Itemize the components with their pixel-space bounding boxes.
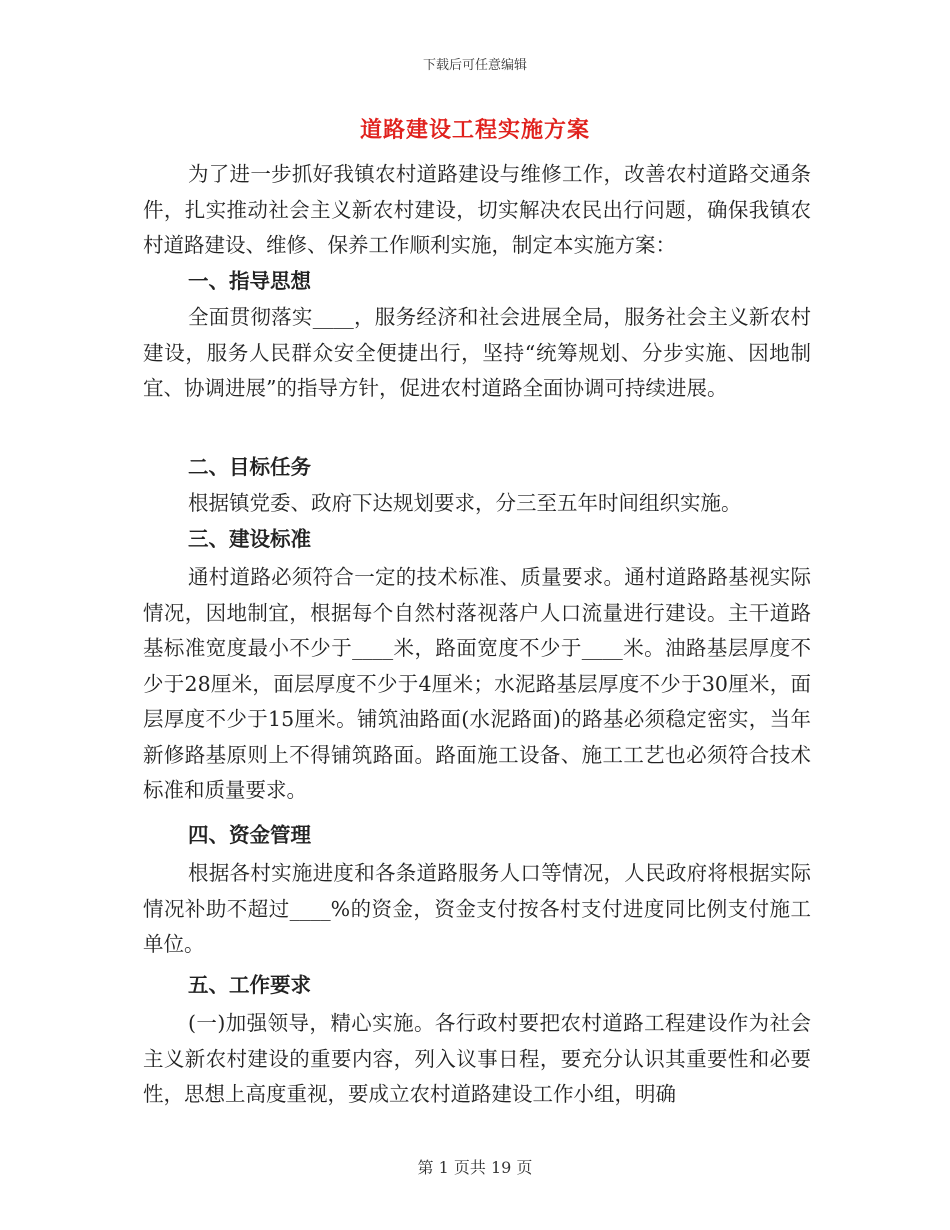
section-text-targets: 根据镇党委、政府下达规划要求，分三至五年时间组织实施。 [188, 491, 742, 515]
section-text-guiding: 全面贯彻落实____，服务经济和社会进展全局，服务社会主义新农村建设，服务人民群众安全便捷出行，坚持“统筹规划、分步实施、因地制宜、协调进展”的指导方针，促进农村道路全面协调可持续进展。 [143, 305, 811, 400]
page-header-note: 下载后可任意编辑 [422, 58, 527, 73]
section-heading-funds: 四、资金管理 [188, 823, 311, 847]
section-text-requirements: (一)加强领导，精心实施。各行政村要把农村道路工程建设作为社会主义新农村建设的重要内容，列入议事日程，要充分认识其重要性和必要性，思想上高度重视，要成立农村道路建设工作小组，明确 [143, 1011, 811, 1106]
section-text-funds: 根据各村实施进度和各条道路服务人口等情况，人民政府将根据实际情况补助不超过____%的资金，资金支付按各村支付进度同比例支付施工单位。 [143, 861, 811, 956]
section-heading-standards: 三、建设标准 [188, 527, 311, 551]
section-heading-targets: 二、目标任务 [188, 455, 311, 479]
document-title: 道路建设工程实施方案 [359, 117, 590, 143]
section-heading-requirements: 五、工作要求 [188, 973, 311, 997]
section-text-standards: 通村道路必须符合一定的技术标准、质量要求。通村道路路基视实际情况，因地制宜，根据每个自然村落视落户人口流量进行建设。主干道路基标准宽度最小不少于____米，路面宽度不少于____米。油路基层厚度不少于28厘米，面层厚度不少于4厘米；水泥路基层厚度不少于30厘米，面层厚度不少于15厘米。铺筑油路面(水泥路面)的路基必须稳定密实，当年新修路基原则上不得铺筑路面。路面施工设备、施工工艺也必须符合技术标准和质量要求。 [143, 565, 811, 802]
page-number: 第 1 页共 19 页 [417, 1158, 533, 1177]
intro-paragraph: 为了进一步抓好我镇农村道路建设与维修工作，改善农村道路交通条件，扎实推动社会主义新农村建设，切实解决农民出行问题，确保我镇农村道路建设、维修、保养工作顺利实施，制定本实施方案： [143, 162, 811, 257]
section-heading-guiding: 一、指导思想 [188, 269, 311, 293]
